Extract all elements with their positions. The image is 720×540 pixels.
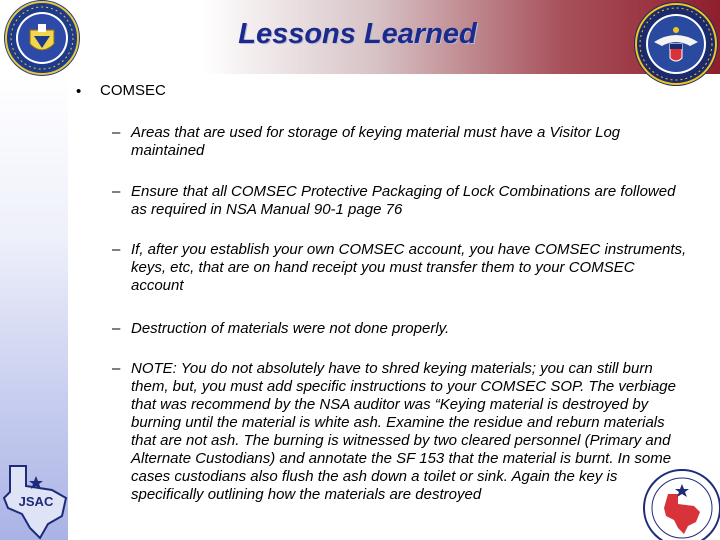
sub-item: Areas that are used for storage of keying material must have a Visitor Log maintained xyxy=(131,124,621,159)
dash-marker: – xyxy=(112,360,121,377)
bullet-heading: COMSEC xyxy=(100,82,166,99)
bullet-marker: • xyxy=(76,83,82,100)
jsac-texas-logo-icon xyxy=(0,458,70,540)
slide-title: Lessons Learned xyxy=(238,18,477,50)
sub-item: Destruction of materials were not done properly. xyxy=(131,320,450,337)
jsac-text: JSAC xyxy=(18,494,54,509)
sub-item: Ensure that all COMSEC Protective Packaging of Lock Combinations are followed as required in NSA Manual 90-1 page 76 xyxy=(131,183,676,218)
sub-item: If, after you establish your own COMSEC account, you have COMSEC instruments, keys, etc, that are on hand receipt you must transfer them to your COMSEC account xyxy=(131,241,687,294)
dash-marker: – xyxy=(112,183,121,200)
dash-marker: – xyxy=(112,124,121,141)
dash-marker: – xyxy=(112,241,121,258)
dash-marker: – xyxy=(112,320,121,337)
sub-item: NOTE: You do not absolutely have to shred keying materials; you can still burn them, but, you must add specific instructions to your COMSEC SOP. The verbiage that was recommend by the NSA auditor was “Keying material is destroyed by burning until the material is white ash. Examine the residue and reburn materials that are not ash. The burning is witnessed by two cleared personnel (Primary and Alternate Custodians) and annotate the SF 153 that the material is burnt. In some cases custodians also flush the ash down a toilet or sink. Again the key is specifically outlining how the materials are destroyed xyxy=(131,360,676,503)
texas-seal-logo-icon xyxy=(636,460,720,540)
